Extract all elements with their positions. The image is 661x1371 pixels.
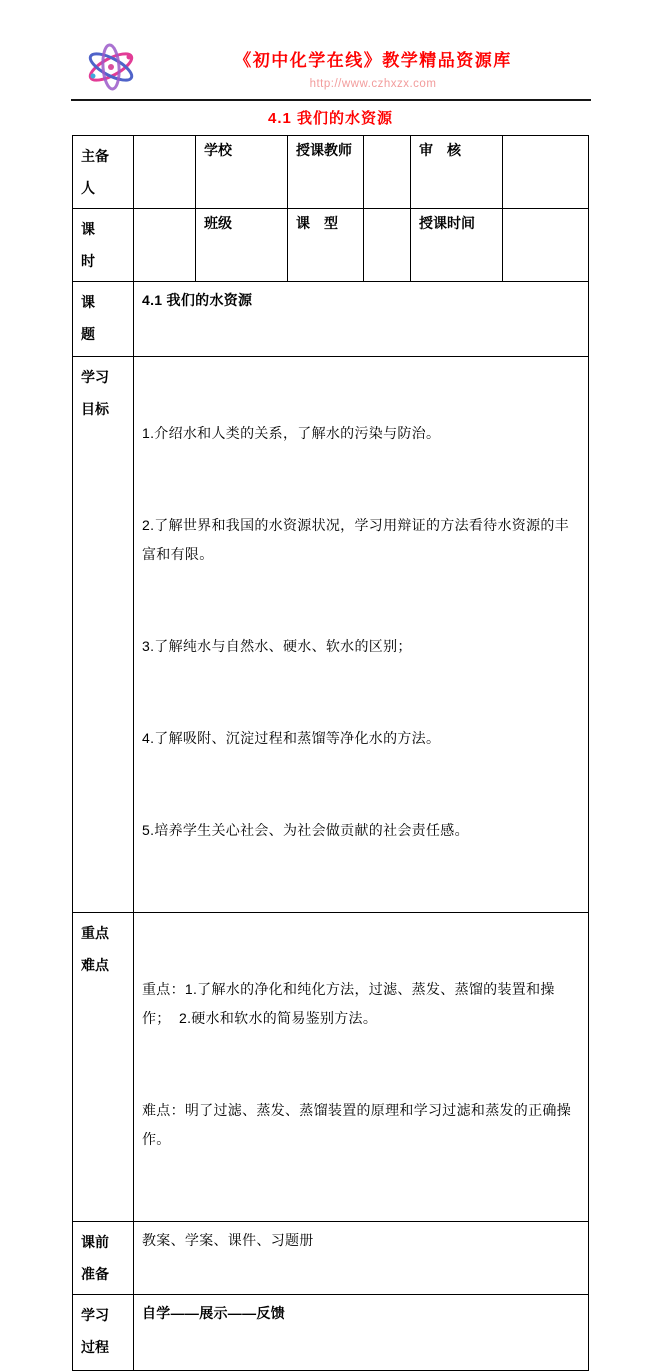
label-teacher: 授课教师 [288, 136, 364, 209]
lesson-plan-table [72, 135, 589, 1371]
period-value-cell [134, 209, 196, 282]
page-title: 4.1 我们的水资源 [267, 110, 394, 127]
label-class-period: 课 时 [73, 209, 134, 282]
label-lesson-type: 课 型 [288, 209, 364, 282]
lesson-type-value-cell [364, 209, 411, 282]
objectives-content [134, 357, 589, 913]
key-points-content [134, 913, 589, 1222]
label-reviewer: 审 核 [411, 136, 503, 209]
teaching-time-value-cell [503, 209, 589, 282]
label-lead-preparer: 主备 人 [73, 136, 134, 209]
objective-item: 1.介绍水和人类的关系，了解水的污染与防治。 [142, 425, 441, 441]
topic-content: 4.1 我们的水资源 [134, 282, 589, 357]
table-row-objectives [73, 357, 589, 913]
objective-item: 2.了解世界和我国的水资源状况，学习用辩证的方法看待水资源的丰富和有限。 [142, 517, 569, 562]
objective-item: 5.培养学生关心社会、为社会做贡献的社会责任感。 [142, 822, 469, 838]
table-row-topic [73, 282, 589, 357]
reviewer-value-cell [503, 136, 589, 209]
table-row-preparation [73, 1222, 589, 1295]
brand-block [170, 46, 576, 90]
table-row-process [73, 1295, 589, 1371]
label-class: 班级 [196, 209, 288, 282]
preparation-content: 教案、学案、课件、习题册 [134, 1222, 589, 1295]
label-learning-objectives: 学习 目标 [73, 357, 134, 913]
difficult-point-item: 难点：明了过滤、蒸发、蒸馏装置的原理和学习过滤和蒸发的正确操作。 [142, 1102, 571, 1147]
preparer-value-cell [134, 136, 196, 209]
teacher-value-cell [364, 136, 411, 209]
objective-item: 3.了解纯水与自然水、硬水、软水的区别； [142, 638, 412, 654]
header-divider [71, 99, 591, 101]
table-row-key-points [73, 913, 589, 1222]
label-key-difficult-points: 重点 难点 [73, 913, 134, 1222]
key-point-item: 重点：1.了解水的净化和纯化方法，过滤、蒸发、蒸馏的装置和操作； 2.硬水和软水的简易鉴别方法。 [142, 981, 555, 1026]
label-topic: 课 题 [73, 282, 134, 357]
label-pre-class-preparation: 课前 准备 [73, 1222, 134, 1295]
label-school: 学校 [196, 136, 288, 209]
table-row-period [73, 209, 589, 282]
label-teaching-time: 授课时间 [411, 209, 503, 282]
label-learning-process: 学习 过程 [73, 1295, 134, 1371]
brand-title: 《初中化学在线》教学精品资源库 [234, 51, 512, 70]
table-row-preparer [73, 136, 589, 209]
page-header [0, 40, 661, 98]
atom-logo-icon [84, 42, 138, 92]
objective-item: 4.了解吸附、沉淀过程和蒸馏等净化水的方法。 [142, 730, 441, 746]
brand-url-link[interactable]: http://www.czhxzx.com [309, 78, 437, 90]
process-content: 自学——展示——反馈 [134, 1295, 589, 1371]
